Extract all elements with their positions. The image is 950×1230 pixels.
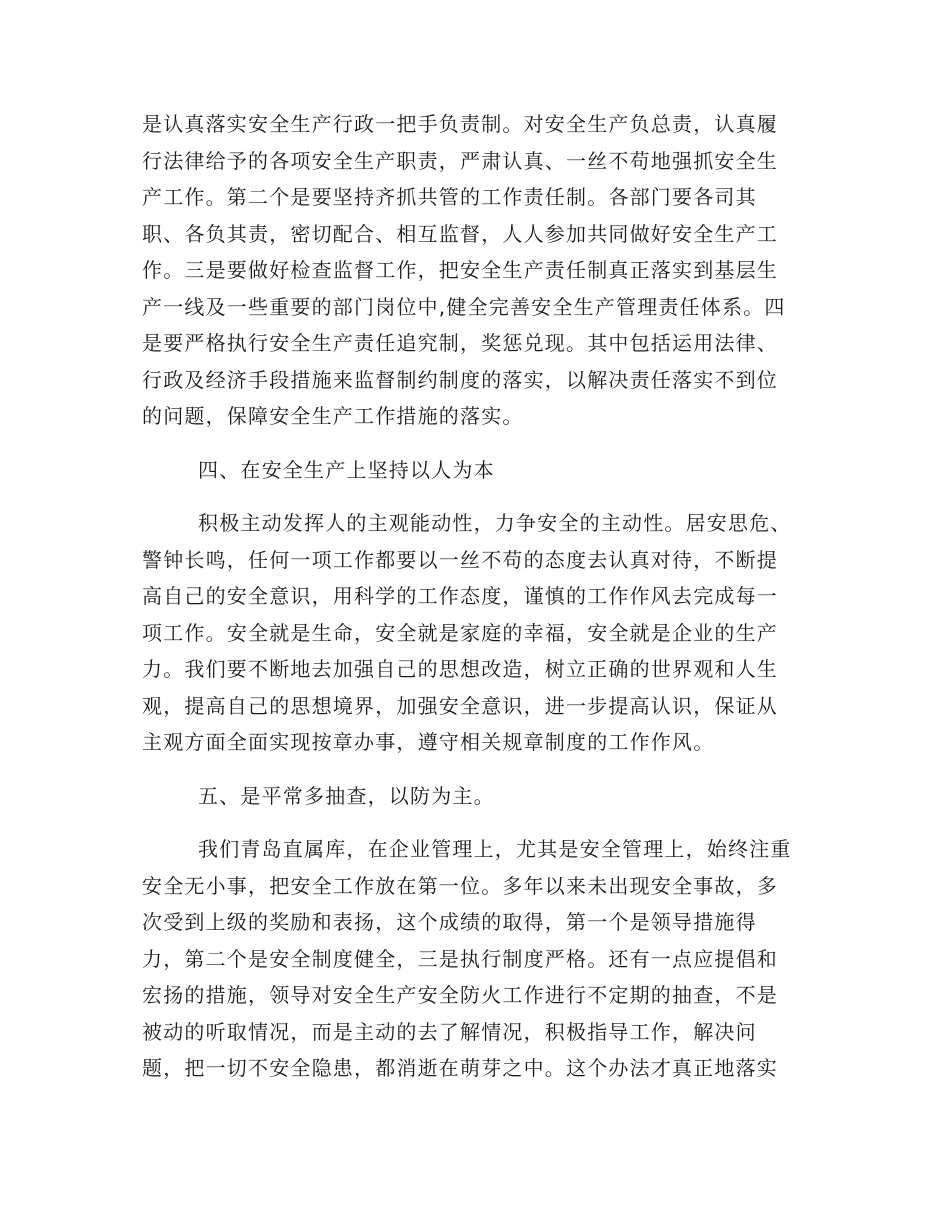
paragraph-line: 被动的听取情况，而是主动的去了解情况，积极指导工作，解决问 — [142, 1019, 757, 1044]
paragraph-line: 次受到上级的奖励和表扬，这个成绩的取得，第一个是领导措施得 — [142, 910, 757, 934]
section-heading-5: 五、是平常多抽查，以防为主。 — [198, 783, 495, 808]
paragraph-line: 产工作。第二个是要坚持齐抓共管的工作责任制。各部门要各司其 — [142, 185, 757, 209]
paragraph-line: 高自己的安全意识，用科学的工作态度，谨慎的工作作风去完成每一 — [142, 584, 778, 608]
paragraph-line: 行法律给予的各项安全生产职责，严肃认真、一丝不苟地强抓安全生 — [142, 148, 778, 173]
paragraph-line: 积极主动发挥人的主观能动性，力争安全的主动性。居安思危、 — [198, 511, 792, 535]
paragraph-line: 是要严格执行安全生产责任追究制，奖惩兑现。其中包括运用法律、 — [142, 331, 778, 355]
paragraph-line: 警钟长鸣，任何一项工作都要以一丝不苟的态度去认真对待，不断提 — [142, 547, 778, 572]
paragraph-line: 安全无小事，把安全工作放在第一位。多年以来未出现安全事故，多 — [142, 873, 778, 898]
paragraph-responsibility — [142, 106, 810, 435]
section-heading-4: 四、在安全生产上坚持以人为本 — [198, 457, 495, 482]
paragraph-spot-checks — [142, 831, 810, 1087]
paragraph-line: 项工作。安全就是生命，安全就是家庭的幸福，安全就是企业的生产 — [142, 620, 778, 645]
paragraph-line: 产一线及一些重要的部门岗位中,健全完善安全生产管理责任体系。四 — [142, 294, 786, 319]
paragraph-line: 作。三是要做好检查监督工作，把安全生产责任制真正落实到基层生 — [142, 258, 778, 282]
paragraph-line: 职、各负其责，密切配合、相互监督，人人参加共同做好安全生产工 — [142, 221, 778, 246]
paragraph-line: 力。我们要不断地去加强自己的思想改造，树立正确的世界观和人生 — [142, 657, 778, 681]
paragraph-line: 题，把一切不安全隐患，都消逝在萌芽之中。这个办法才真正地落实 — [142, 1056, 778, 1080]
paragraph-people-oriented — [142, 505, 810, 761]
document-body — [142, 106, 810, 1087]
paragraph-line: 的问题，保障安全生产工作措施的落实。 — [142, 404, 524, 428]
paragraph-line: 观，提高自己的思想境界，加强安全意识，进一步提高认识，保证从 — [142, 693, 778, 718]
paragraph-line: 宏扬的措施，领导对安全生产安全防火工作进行不定期的抽查，不是 — [142, 983, 778, 1007]
paragraph-line: 主观方面全面实现按章办事，遵守相关规章制度的工作作风。 — [142, 730, 715, 754]
paragraph-line: 行政及经济手段措施来监督制约制度的落实，以解决责任落实不到位 — [142, 367, 778, 392]
paragraph-line: 力，第二个是安全制度健全，三是执行制度严格。还有一点应提倡和 — [142, 946, 778, 971]
paragraph-line: 我们青岛直属库，在企业管理上，尤其是安全管理上，始终注重 — [198, 837, 792, 861]
paragraph-line: 是认真落实安全生产行政一把手负责制。对安全生产负总责，认真履 — [142, 112, 778, 136]
